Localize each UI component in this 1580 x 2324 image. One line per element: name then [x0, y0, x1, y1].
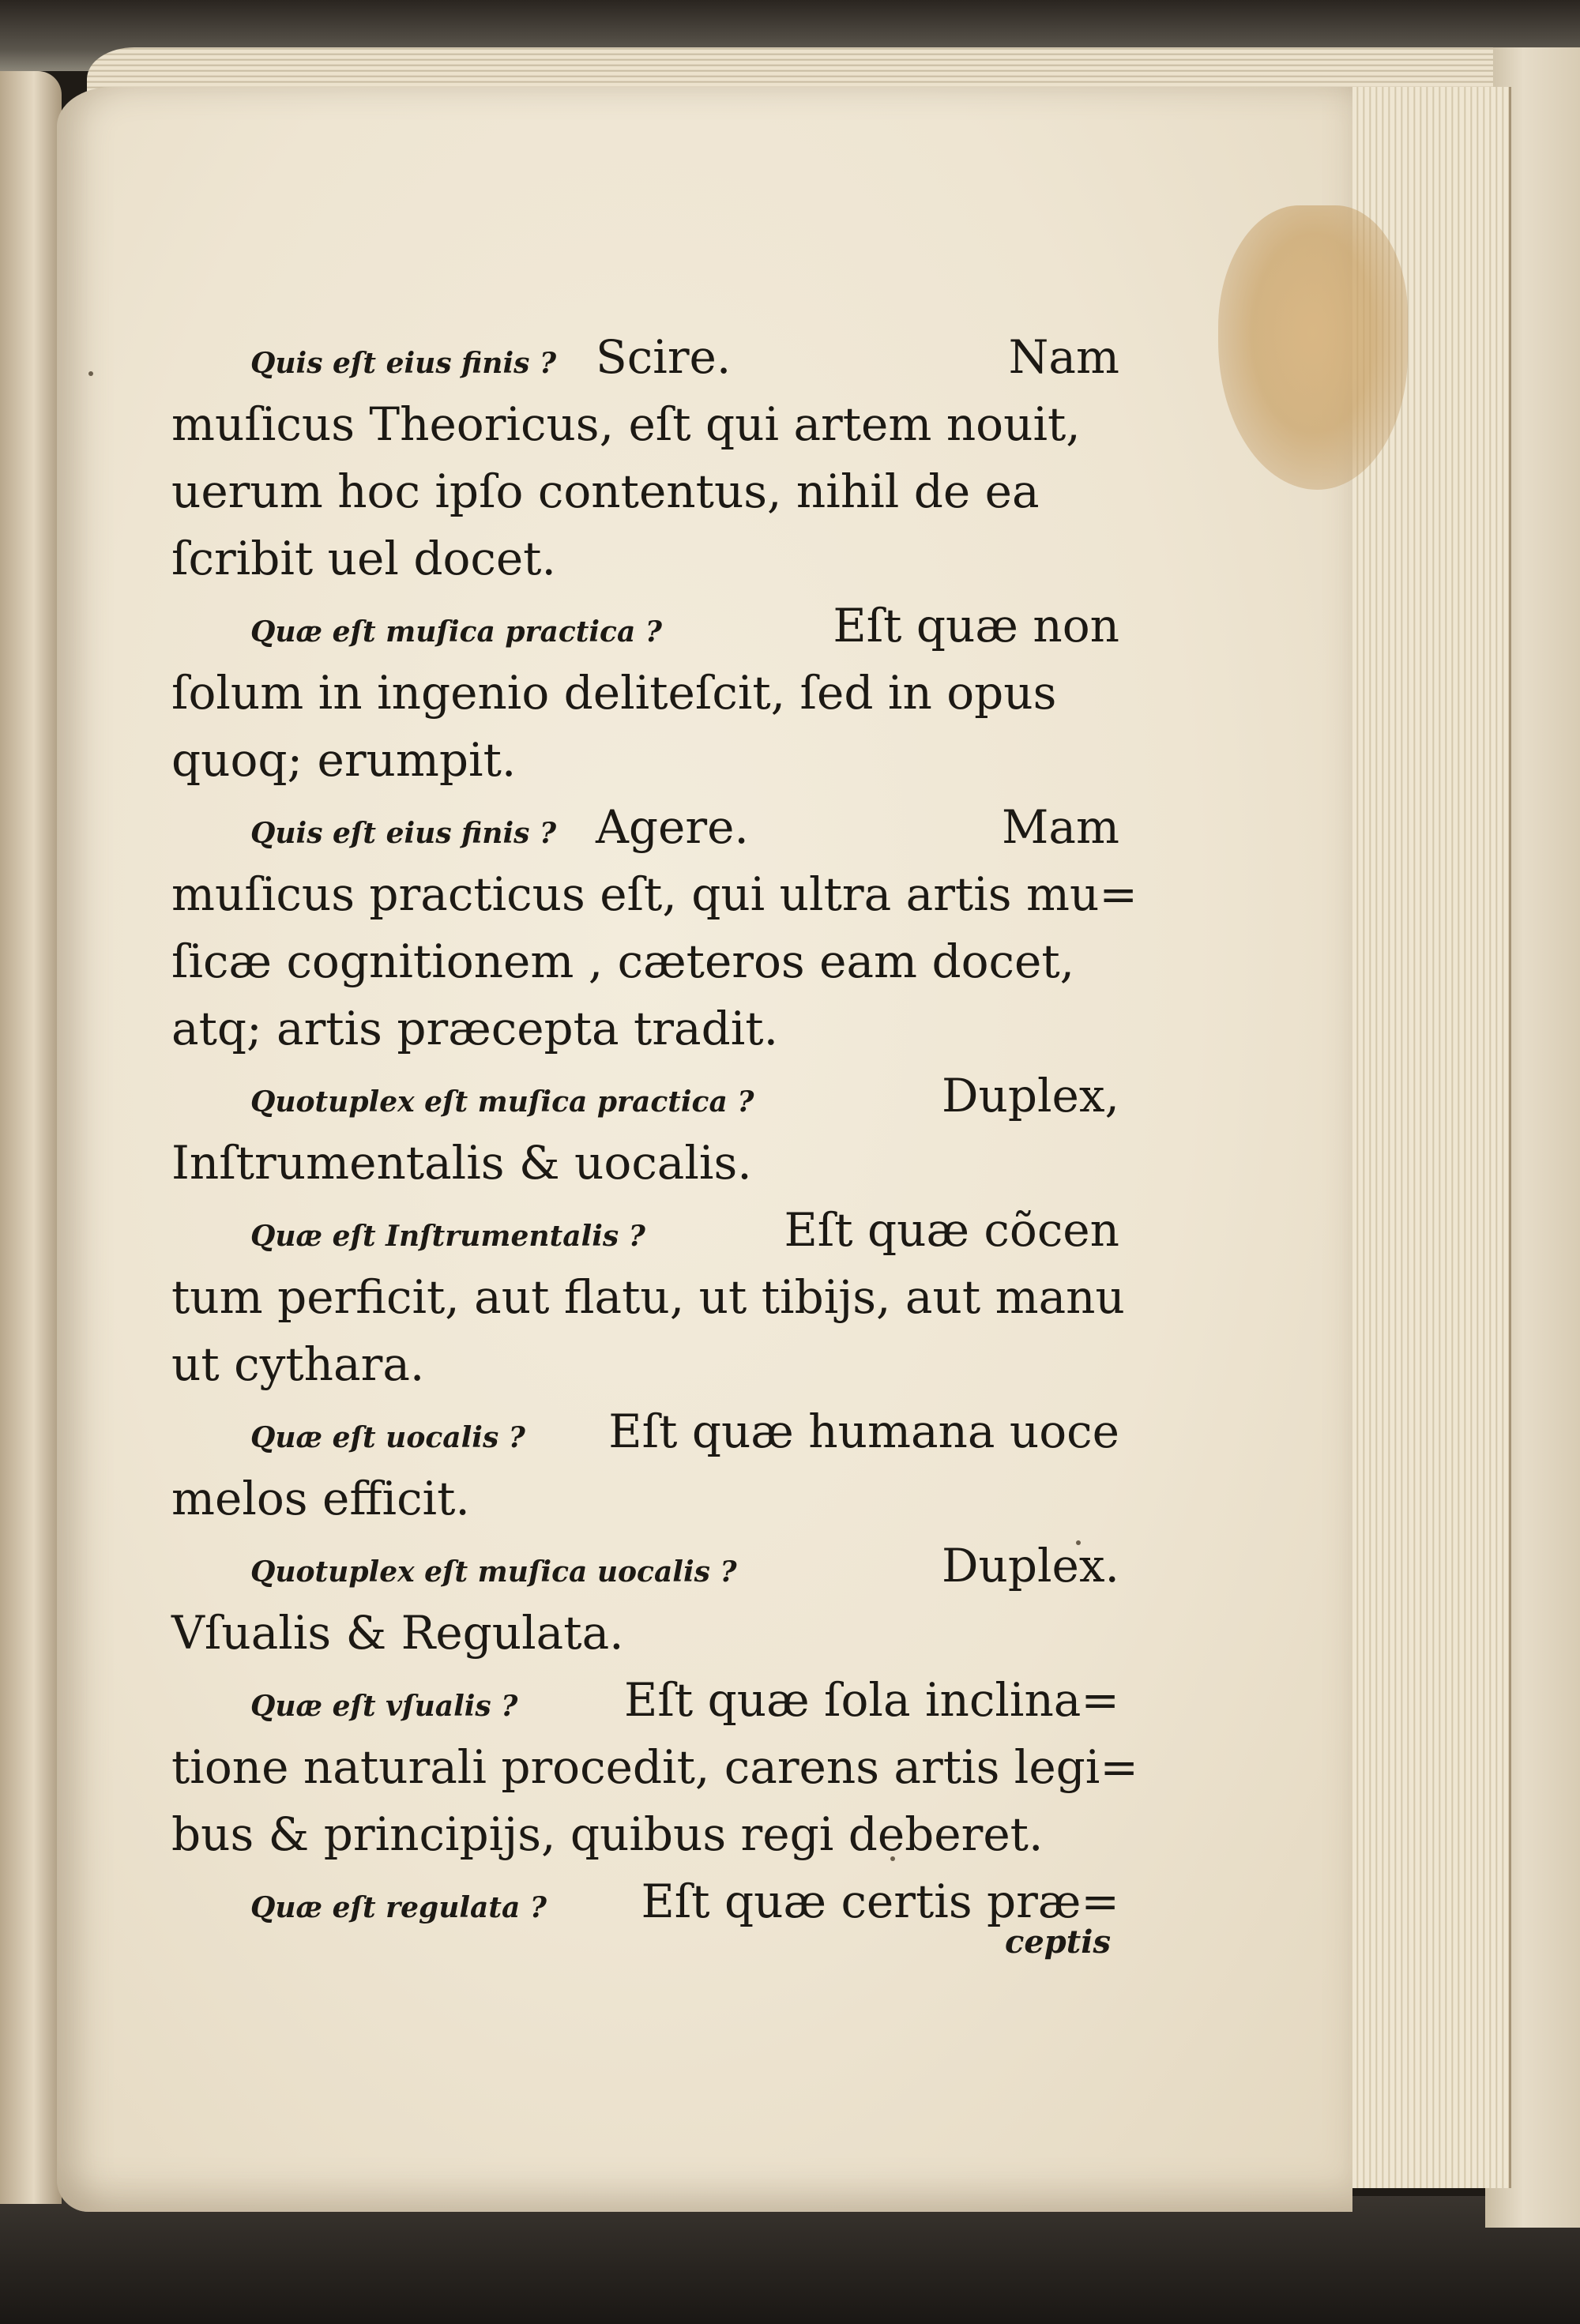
text-line: ſolum in ingenio deliteſcit, ſed in opus [171, 666, 1057, 720]
text-line: muſicus Theoricus, eſt qui artem nouit, [171, 397, 1081, 451]
text-line: Quæ eſt regulata ? Eſt quæ certis præ= [250, 1875, 1119, 1928]
ink-speck [88, 371, 93, 376]
text-line: Quæ eſt uocalis ? Eſt quæ humana uoce [250, 1405, 1119, 1458]
text-line: Quæ eſt Inſtrumentalis ? Eſt quæ cõcen [250, 1203, 1119, 1257]
text-line: bus & principijs, quibus regi deberet. [171, 1807, 1044, 1861]
backdrop-bottom [0, 2196, 1580, 2324]
catchword: ceptis [1005, 1924, 1111, 1961]
text-line: uerum hoc ipſo contentus, nihil de ea [171, 464, 1040, 518]
text-line: ut cythara. [171, 1337, 425, 1391]
text-line: tione naturali procedit, carens artis legi= [171, 1740, 1138, 1794]
text-line: Vſualis & Regulata. [171, 1606, 624, 1660]
text-line: atq; artis præcepta tradit. [171, 1002, 779, 1055]
text-line: Quotuplex eſt muſica uocalis ? Duplex. [250, 1539, 1119, 1593]
page-text [171, 324, 1138, 1935]
text-line: quoq; erumpit. [171, 733, 517, 787]
text-line: muſicus practicus eſt, qui ultra artis mu= [171, 867, 1138, 921]
text-line: Quis eſt eius finis ? Scire. Nam [250, 330, 1119, 384]
text-line: tum perficit, aut flatu, ut tibijs, aut manu [171, 1270, 1125, 1324]
text-line: Quæ eſt vſualis ? Eſt quæ ſola inclina= [250, 1673, 1119, 1727]
text-line: Quæ eſt muſica practica ? Eſt quæ non [250, 599, 1119, 652]
text-line: ſicæ cognitionem , cæteros eam docet, [171, 934, 1075, 988]
text-line: ſcribit uel docet. [171, 532, 556, 585]
text-line: Quis eſt eius finis ? Agere. Mam [250, 800, 1119, 854]
text-line: Quotuplex eſt muſica practica ? Duplex, [250, 1069, 1119, 1123]
facing-page-edge [0, 71, 62, 2204]
water-stain [1218, 205, 1408, 490]
text-line: melos efficit. [171, 1472, 470, 1525]
book-page [57, 87, 1352, 2212]
text-line: Inſtrumentalis & uocalis. [171, 1136, 752, 1190]
